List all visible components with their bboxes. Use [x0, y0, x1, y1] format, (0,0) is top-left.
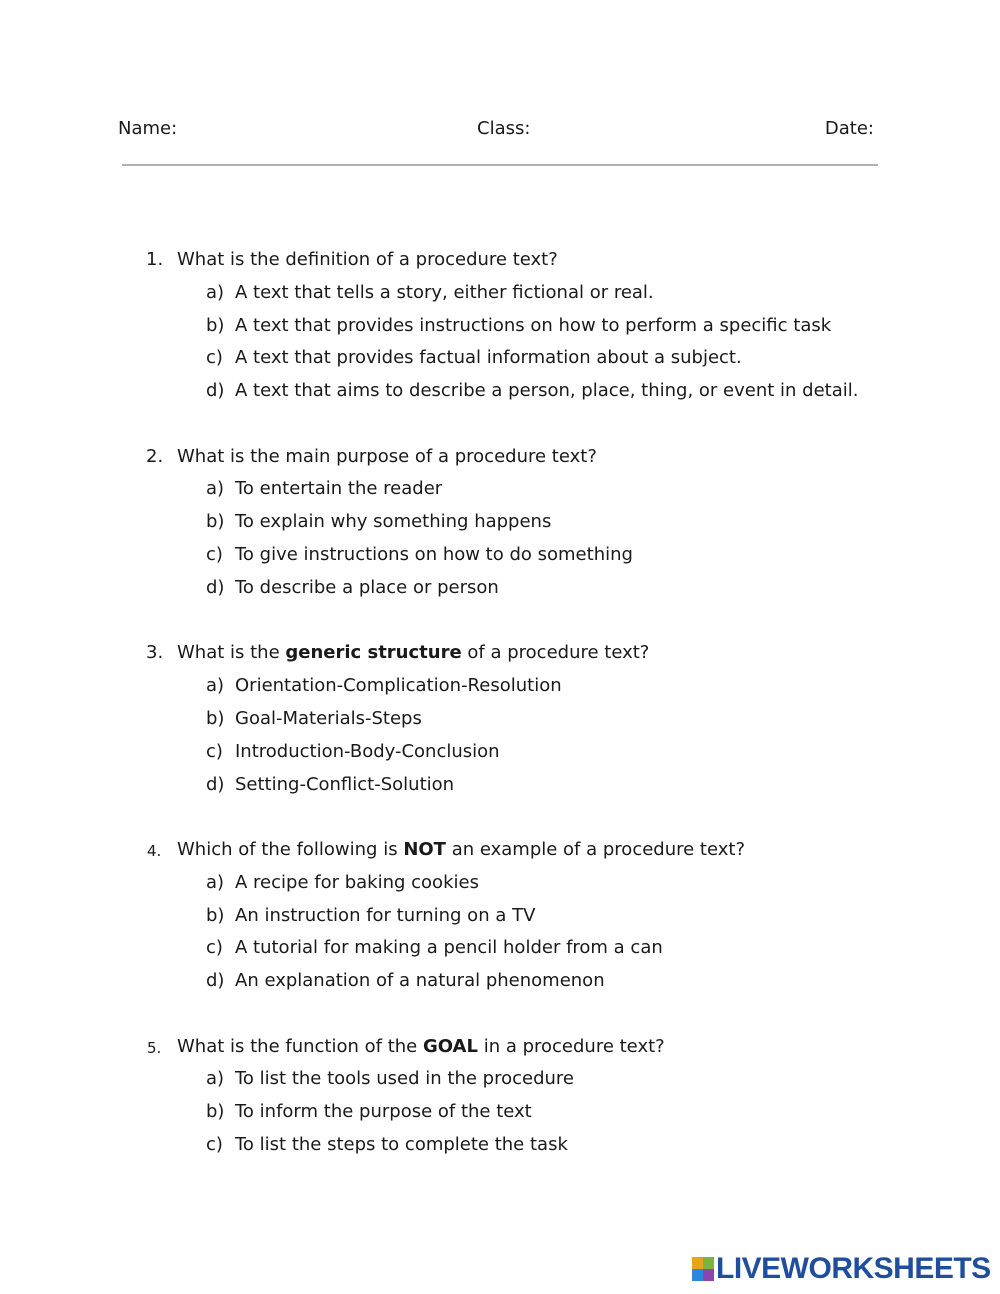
date-label: Date:: [824, 118, 874, 139]
question-number: 2.: [146, 445, 164, 467]
answer-option-b[interactable]: [0, 511, 1000, 544]
question-text: Which of the following is NOT an example of a procedure text?: [177, 839, 745, 861]
question-number: 5.: [147, 1038, 162, 1057]
option-text: Orientation-Complication-Resolution: [235, 675, 562, 697]
name-label: Name:: [118, 118, 178, 139]
class-label: Class:: [477, 118, 531, 139]
option-letter: a): [206, 871, 225, 893]
question-3: [0, 642, 1000, 806]
question-prompt: [0, 839, 1000, 872]
option-text: To explain why something happens: [235, 511, 552, 533]
option-text: To give instructions on how to do something: [235, 544, 633, 566]
option-text: A text that aims to describe a person, place, thing, or event in detail.: [235, 380, 859, 402]
question-text: What is the function of the GOAL in a procedure text?: [177, 1035, 665, 1057]
option-text: A text that tells a story, either fictional or real.: [235, 281, 654, 303]
option-letter: b): [206, 314, 225, 336]
liveworksheets-logo: [692, 1254, 991, 1284]
question-list: [0, 249, 1000, 1200]
option-text: To list the steps to complete the task: [235, 1134, 568, 1156]
answer-option-a[interactable]: [0, 675, 1000, 708]
option-text: A tutorial for making a pencil holder from a can: [235, 937, 663, 959]
question-prompt: [0, 1036, 1000, 1069]
option-letter: c): [206, 1134, 223, 1156]
answer-option-c[interactable]: [0, 937, 1000, 970]
question-prompt: [0, 446, 1000, 479]
answer-option-a[interactable]: [0, 478, 1000, 511]
option-letter: b): [206, 511, 225, 533]
option-text: Setting-Conflict-Solution: [235, 773, 455, 795]
option-text: Goal-Materials-Steps: [235, 707, 422, 729]
answer-option-a[interactable]: [0, 1068, 1000, 1101]
question-text: What is the main purpose of a procedure text?: [177, 445, 597, 467]
question-number: 1.: [146, 249, 164, 270]
question-number: 3.: [146, 642, 164, 664]
answer-option-c[interactable]: [0, 741, 1000, 774]
answer-option-c[interactable]: [0, 347, 1000, 380]
option-text: To inform the purpose of the text: [235, 1101, 532, 1123]
option-text: To list the tools used in the procedure: [235, 1068, 575, 1090]
question-prompt: [0, 642, 1000, 675]
logo-icon: [692, 1257, 714, 1281]
answer-option-c[interactable]: [0, 1134, 1000, 1167]
option-letter: d): [206, 576, 225, 598]
answer-option-b[interactable]: [0, 708, 1000, 741]
option-letter: c): [206, 544, 223, 566]
option-letter: a): [206, 478, 225, 500]
logo-square-2: [703, 1257, 714, 1269]
question-1: [0, 249, 1000, 413]
option-letter: a): [206, 281, 225, 303]
answer-option-d[interactable]: [0, 970, 1000, 1003]
answer-option-a[interactable]: [0, 872, 1000, 905]
question-5: [0, 1036, 1000, 1167]
option-letter: a): [206, 675, 225, 697]
worksheet-header: [118, 118, 874, 142]
option-text: A recipe for baking cookies: [235, 871, 479, 893]
answer-option-c[interactable]: [0, 544, 1000, 577]
logo-square-3: [692, 1269, 703, 1281]
question-2: [0, 446, 1000, 610]
option-text: An instruction for turning on a TV: [235, 904, 536, 926]
option-text: A text that provides factual information about a subject.: [235, 347, 742, 369]
option-text: To entertain the reader: [235, 478, 443, 500]
option-letter: b): [206, 1101, 225, 1123]
answer-option-d[interactable]: [0, 380, 1000, 413]
option-text: To describe a place or person: [235, 576, 499, 598]
option-letter: c): [206, 347, 223, 369]
question-text: What is the generic structure of a procedure text?: [177, 642, 650, 664]
option-text: A text that provides instructions on how to perform a specific task: [235, 314, 832, 336]
answer-option-b[interactable]: [0, 905, 1000, 938]
question-prompt: [0, 249, 1000, 282]
answer-option-d[interactable]: [0, 774, 1000, 807]
question-text: What is the definition of a procedure text?: [177, 249, 558, 270]
logo-square-1: [692, 1257, 703, 1269]
question-number: 4.: [147, 842, 162, 861]
logo-square-4: [703, 1269, 714, 1281]
option-letter: b): [206, 904, 225, 926]
option-text: An explanation of a natural phenomenon: [235, 970, 605, 992]
option-letter: d): [206, 380, 225, 402]
option-letter: c): [206, 937, 223, 959]
option-text: Introduction-Body-Conclusion: [235, 740, 500, 762]
answer-option-b[interactable]: [0, 1101, 1000, 1134]
answer-option-b[interactable]: [0, 315, 1000, 348]
option-letter: d): [206, 773, 225, 795]
option-letter: a): [206, 1068, 225, 1090]
option-letter: d): [206, 970, 225, 992]
logo-text: LIVEWORKSHEETS: [716, 1252, 991, 1285]
header-divider: [122, 164, 878, 166]
option-letter: c): [206, 740, 223, 762]
answer-option-d[interactable]: [0, 577, 1000, 610]
question-4: [0, 839, 1000, 1003]
answer-option-a[interactable]: [0, 282, 1000, 315]
option-letter: b): [206, 707, 225, 729]
